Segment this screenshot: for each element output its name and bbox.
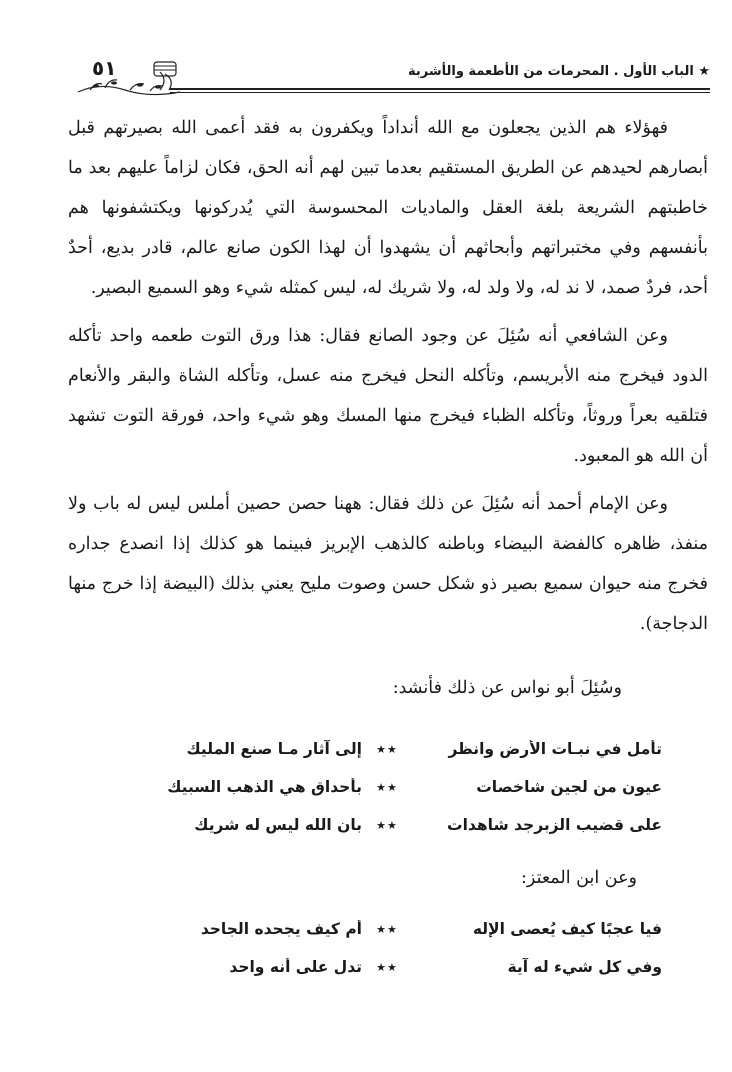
header-rule <box>170 88 710 90</box>
poem-ibn-al-mutazz <box>62 910 662 986</box>
poem-intro-abu-nuwas: وسُئِلَ أبو نواس عن ذلك فأنشد: <box>392 678 622 698</box>
floral-ornament <box>70 52 190 102</box>
star-separator: ★★ <box>376 922 398 936</box>
paragraph-3: وعن الإمام أحمد أنه سُئِلَ عن ذلك فقال: ههنا حصن حصين أملس ليس له باب ولا منفذ، ظاهره كالفضة البيضاء وباطنه كالذهب الإبريز فبينما هو كذلك إذا انصدع جداره فخرج منه حيوان سميع بصير ذو شكل حسن وصوت مليح يعني بذلك (البيضة إذا خرج منها الدجاجة). <box>68 494 708 634</box>
star-separator: ★★ <box>376 780 398 794</box>
hemistich-second: بأحداق هي الذهب السبيك <box>167 778 362 796</box>
hemistich-second: أم كيف يجحده الجاحد <box>200 920 362 938</box>
poem-line <box>62 768 662 806</box>
hemistich-first: فيا عجبًا كيف يُعصى الإله <box>472 920 662 938</box>
hemistich-first: على قضيب الزبرجد شاهدات <box>447 816 662 834</box>
hemistich-first: وفي كل شيء له آية <box>507 958 662 976</box>
poem-line <box>62 910 662 948</box>
poem-intro-ibn-al-mutazz: وعن ابن المعتز: <box>521 868 637 888</box>
hemistich-first: عيون من لجين شاخصات <box>476 778 662 796</box>
page-number: ٥١ <box>92 56 117 80</box>
header-rule-thin <box>170 92 710 93</box>
paragraph-2: وعن الشافعي أنه سُئِلَ عن وجود الصانع فقال: هذا ورق التوت طعمه واحد تأكله الدود فيخرج منه الأبريسم، وتأكله النحل فيخرج منه عسل، وتأكله الشاة والبقر والأنعام فتلقيه بعراً وروثاً، وتأكله الظباء فيخرج منها المسك وهو شيء واحد، فورقة التوت تشهد أن الله هو المعبود. <box>68 326 708 466</box>
hemistich-second: تدل على أنه واحد <box>229 958 362 976</box>
running-head: ★ الباب الأول . المحرمات من الأطعمة والأشربة <box>407 64 710 79</box>
star-separator: ★★ <box>376 742 398 756</box>
paragraph-1: فهؤلاء هم الذين يجعلون مع الله أنداداً ويكفرون به فقد أعمى الله بصيرتهم قبل أبصارهم لحيدهم عن الطريق المستقيم بعدما تبين لهم أنه الحق، فكان لزاماً عليهم بعد ما خاطبتهم الشريعة بلغة العقل والماديات المحسوسة التي يُدركونها ويكتشفونها هم بأنفسهم وفي مختبراتهم وأبحاثهم أن يشهدوا أن لهذا الكون صانع عالم، قادر بديع، أحدٌ أحد، فردٌ صمد، لا ند له، ولا ولد له، ولا شريك له، ليس كمثله شيء وهو السميع البصير. <box>68 118 708 298</box>
star-separator: ★★ <box>376 818 398 832</box>
poem-line <box>62 948 662 986</box>
poem-line <box>62 730 662 768</box>
star-separator: ★★ <box>376 960 398 974</box>
hemistich-first: تأمل في نبـات الأرض وانظر <box>448 740 662 758</box>
page-header <box>70 52 710 102</box>
hemistich-second: بان الله ليس له شريك <box>194 816 362 834</box>
poem-line <box>62 806 662 844</box>
poem-abu-nuwas <box>62 730 662 844</box>
body-text <box>68 108 708 644</box>
hemistich-second: إلى آثار مـا صنع المليك <box>186 740 362 758</box>
